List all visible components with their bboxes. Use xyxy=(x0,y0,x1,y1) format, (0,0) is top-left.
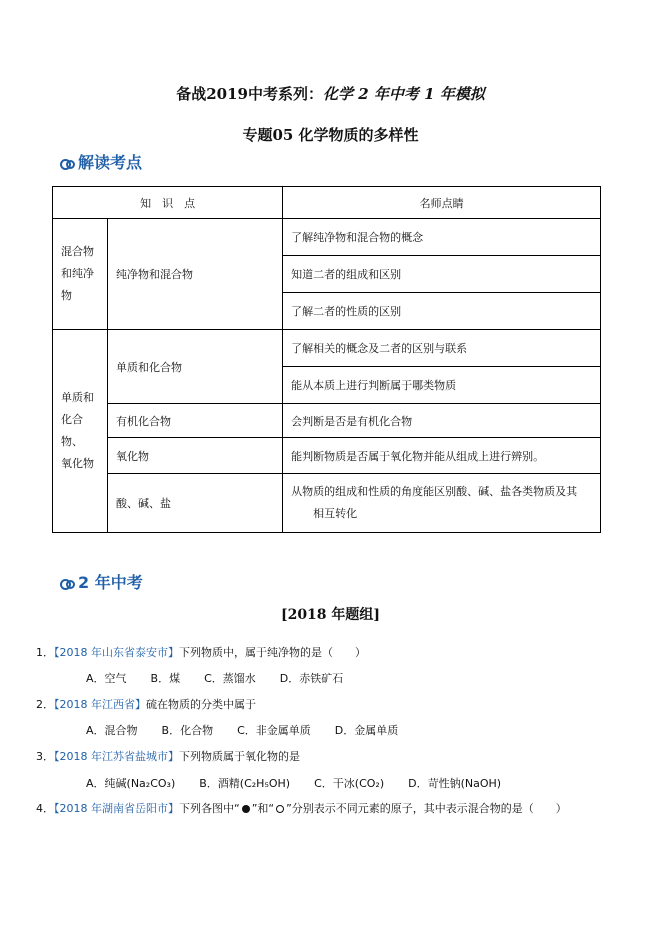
table-note: 了解相关的概念及二者的区别与联系 xyxy=(283,330,601,367)
option: A．混合物 xyxy=(86,724,138,737)
question-text: ”和“ xyxy=(251,802,275,815)
note-line: 从物质的组成和性质的角度能区别酸、碱、盐各类物质及其 xyxy=(291,485,578,498)
table-subtopic: 氧化物 xyxy=(108,438,283,474)
option: B．酒精(C₂H₅OH) xyxy=(199,777,291,790)
option: D．赤铁矿石 xyxy=(279,672,344,685)
table-subtopic: 单质和化合物 xyxy=(108,330,283,404)
table-note: 能从本质上进行判断属于哪类物质 xyxy=(283,367,601,404)
section-title: 解读考点 xyxy=(78,153,143,172)
question-4 xyxy=(36,800,567,816)
table-subtopic: 酸、碱、盐 xyxy=(108,474,283,533)
question-source: 【2018 年江苏省盐城市】 xyxy=(54,750,179,763)
section-title: 2 年中考 xyxy=(78,573,143,592)
option: C．蒸馏水 xyxy=(204,672,256,685)
question-source: 【2018 年湖南省岳阳市】 xyxy=(54,802,179,815)
page-topic-title: 专题05 化学物质的多样性 xyxy=(242,126,419,144)
table-subtopic: 纯净物和混合物 xyxy=(108,219,283,330)
question-source: 【2018 年山东省泰安市】 xyxy=(54,646,179,659)
option: C．干冰(CO₂) xyxy=(314,777,385,790)
option: A．空气 xyxy=(86,672,127,685)
option: D．金属单质 xyxy=(334,724,399,737)
question-number: 2． xyxy=(36,698,54,711)
table-note: 会判断是否是有机化合物 xyxy=(283,404,601,438)
table-category xyxy=(53,219,108,330)
table-subtopic: 有机化合物 xyxy=(108,404,283,438)
table-header-notes: 名师点睛 xyxy=(283,187,601,219)
category-line: 物 xyxy=(61,289,72,302)
question-text: 下列物质属于氧化物的是 xyxy=(179,750,300,763)
black-atom-icon xyxy=(242,805,250,813)
series-text: 备战2019中考系列： xyxy=(176,85,323,103)
table-header-knowledge: 知 识 点 xyxy=(53,187,283,219)
table-note xyxy=(283,474,601,533)
category-line: 混合物 xyxy=(61,245,94,258)
question-3-options xyxy=(86,775,525,791)
option: B．煤 xyxy=(150,672,181,685)
table-category xyxy=(53,330,108,533)
option: D．苛性钠(NaOH) xyxy=(408,777,502,790)
question-number: 4． xyxy=(36,802,54,815)
table-note: 知道二者的组成和区别 xyxy=(283,256,601,293)
question-text: 硫在物质的分类中属于 xyxy=(146,698,256,711)
question-number: 1． xyxy=(36,646,54,659)
category-line: 单质和 xyxy=(61,391,94,404)
option: C．非金属单质 xyxy=(237,724,311,737)
category-line: 氧化物 xyxy=(61,457,94,470)
section-header-exams xyxy=(60,570,143,593)
option: B．化合物 xyxy=(161,724,214,737)
note-line: 相互转化 xyxy=(313,507,358,520)
category-line: 和纯净 xyxy=(61,267,94,280)
section-bullet-icon xyxy=(60,579,76,589)
question-text: 下列物质中，属于纯净物的是（ ） xyxy=(179,646,366,659)
question-2-options xyxy=(86,722,422,738)
category-line: 化合物、 xyxy=(61,413,83,448)
question-2 xyxy=(36,696,256,712)
question-3 xyxy=(36,748,300,764)
knowledge-table xyxy=(52,186,601,533)
white-atom-icon xyxy=(276,805,284,813)
question-number: 3． xyxy=(36,750,54,763)
table-note: 了解纯净物和混合物的概念 xyxy=(283,219,601,256)
question-source: 【2018 年江西省】 xyxy=(54,698,146,711)
section-header-interpret xyxy=(60,150,142,173)
page-series-title xyxy=(0,83,661,104)
option: A．纯碱(Na₂CO₃) xyxy=(86,777,176,790)
question-1 xyxy=(36,644,366,660)
question-1-options xyxy=(86,670,367,686)
section-bullet-icon xyxy=(60,159,76,169)
question-text: ”分别表示不同元素的原子，其中表示混合物的是（ ） xyxy=(286,802,567,815)
question-text: 下列各图中“ xyxy=(179,802,240,815)
table-note: 了解二者的性质的区别 xyxy=(283,293,601,330)
year-group-heading: [2018 年题组] xyxy=(280,607,381,623)
table-note: 能判断物质是否属于氧化物并能从组成上进行辨别。 xyxy=(283,438,601,474)
series-italic-text: 化学 2 年中考 1 年模拟 xyxy=(322,85,485,103)
